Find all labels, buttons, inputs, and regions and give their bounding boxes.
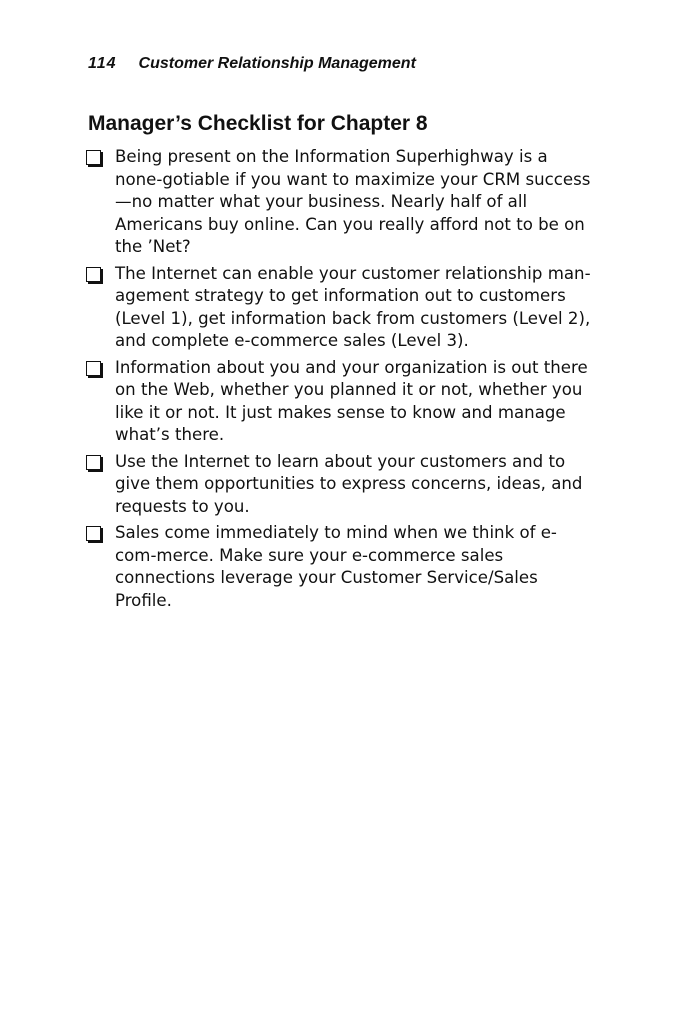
checklist-item xyxy=(86,263,596,353)
checkbox-icon xyxy=(86,150,101,165)
checklist-item-text: Being present on the Information Superhighway is a none-gotiable if you want to maximize your CRM success—no matter what your business. Nearly half of all Americans buy online. Can you really afford not to be on the ’Net? xyxy=(115,147,591,256)
checklist-item-text: Use the Internet to learn about your customers and to give them opportunities to express concerns, ideas, and requests to you. xyxy=(115,451,583,516)
checkbox-icon xyxy=(86,526,101,541)
checkbox-icon xyxy=(86,361,101,376)
checkbox-icon xyxy=(86,455,101,470)
checklist-item xyxy=(86,357,596,447)
section-title: Manager’s Checklist for Chapter 8 xyxy=(88,112,428,135)
checklist-item-text: Information about you and your organization is out there on the Web, whether you planned it or not, whether you like it or not. It just makes sense to know and manage what’s there. xyxy=(115,357,588,444)
book-title: Customer Relationship Management xyxy=(138,55,416,72)
checklist-item-text: Sales come immediately to mind when we think of e-com-merce. Make sure your e-commerce sales connections leverage your Customer Service/Sales Profile. xyxy=(115,523,557,610)
checkbox-icon xyxy=(86,267,101,282)
checklist-item xyxy=(86,451,596,519)
manager-checklist xyxy=(86,146,596,616)
running-head xyxy=(88,54,416,74)
checklist-item xyxy=(86,522,596,612)
checklist-item xyxy=(86,146,596,259)
checklist-item-text: The Internet can enable your customer relationship man-agement strategy to get information out to customers (Level 1), get information back from customers (Level 2), and complete e-commerce sales (Level 3). xyxy=(115,263,591,350)
page-number: 114 xyxy=(88,55,117,72)
